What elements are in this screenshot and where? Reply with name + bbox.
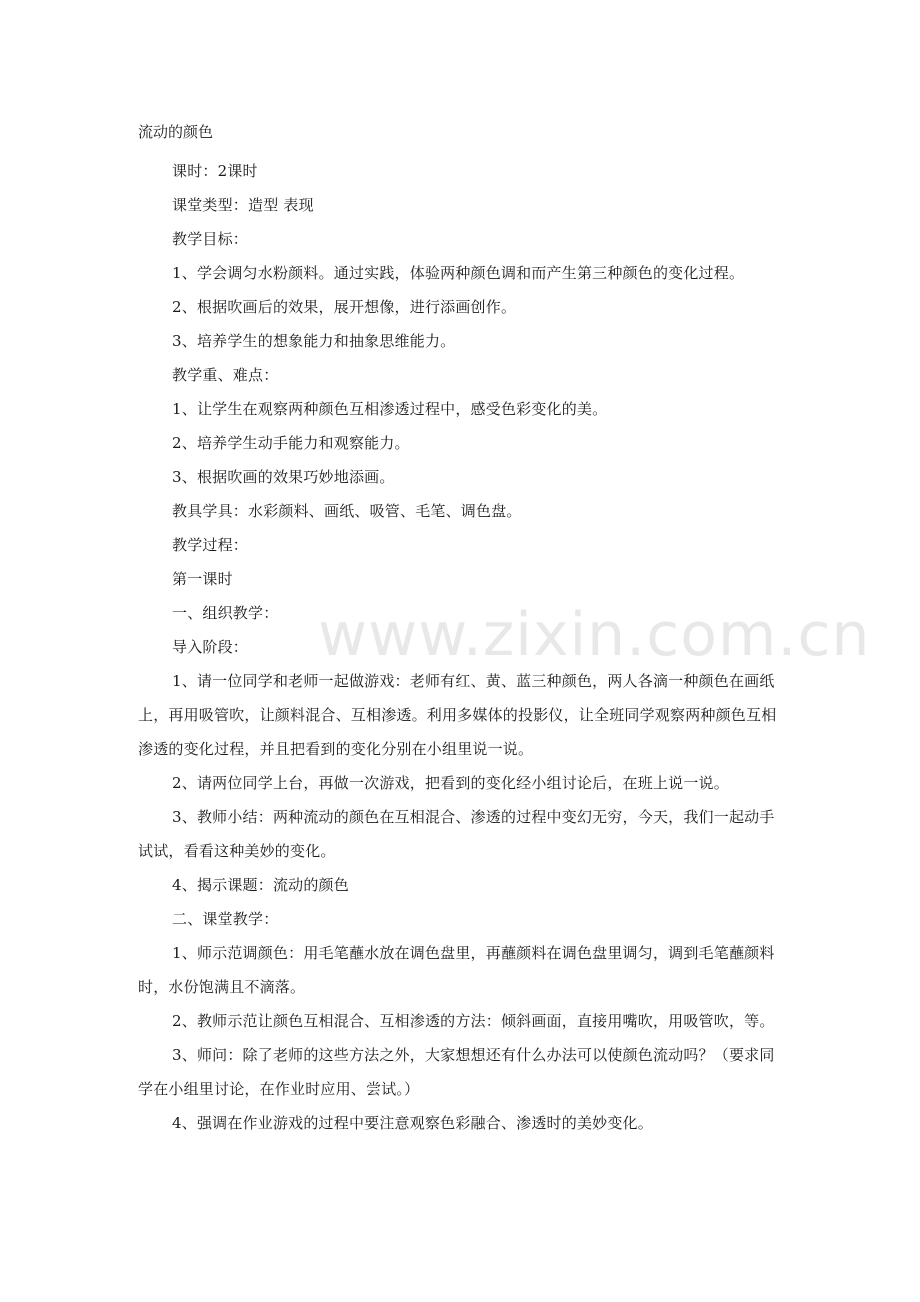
paragraph-teaching-step-3: 3、师问：除了老师的这些方法之外，大家想想还有什么办法可以使颜色流动吗？（要求同学在小组里讨论，在作业时应用、尝试。） bbox=[138, 1046, 775, 1098]
paragraph-teaching-step-1: 1、师示范调颜色：用毛笔蘸水放在调色盘里，再蘸颜料在调色盘里调匀，调到毛笔蘸颜料时，水份饱满且不滴落。 bbox=[138, 944, 775, 996]
paragraph-intro-step-1: 1、请一位同学和老师一起做游戏：老师有红、黄、蓝三种颜色，两人各滴一种颜色在画纸上，再用吸管吹，让颜料混合、互相渗透。利用多媒体的投影仪，让全班同学观察两种颜色互相渗透的变化过程，并且把看到的变化分别在小组里说一说。 bbox=[138, 672, 777, 758]
paragraph-first-lesson: 第一课时 bbox=[172, 570, 233, 588]
paragraph-teaching-step-4: 4、强调在作业游戏的过程中要注意观察色彩融合、渗透时的美妙变化。 bbox=[172, 1114, 653, 1132]
paragraph-goal-2: 2、根据吹画后的效果，展开想像，进行添画创作。 bbox=[172, 298, 517, 316]
paragraph-lesson-type: 课堂类型：造型 表现 bbox=[172, 196, 314, 214]
document-title: 流动的颜色 bbox=[138, 123, 214, 141]
paragraph-key-point-1: 1、让学生在观察两种颜色互相渗透过程中，感受色彩变化的美。 bbox=[172, 400, 608, 418]
paragraph-materials: 教具学具：水彩颜料、画纸、吸管、毛笔、调色盘。 bbox=[172, 502, 522, 520]
paragraph-key-point-2: 2、培养学生动手能力和观察能力。 bbox=[172, 434, 410, 452]
paragraph-teaching-step-2: 2、教师示范让颜色互相混合、互相渗透的方法：倾斜画面，直接用嘴吹，用吸管吹，等。 bbox=[172, 1012, 775, 1030]
paragraph-section-teaching: 二、课堂教学： bbox=[172, 910, 279, 928]
watermark: www.zixin.com.cn bbox=[318, 600, 871, 670]
paragraph-goal-1: 1、学会调匀水粉颜料。通过实践，体验两种颜色调和而产生第三种颜色的变化过程。 bbox=[172, 264, 745, 282]
paragraph-intro-stage: 导入阶段： bbox=[172, 638, 249, 656]
paragraph-section-organize: 一、组织教学： bbox=[172, 604, 279, 622]
paragraph-key-point-3: 3、根据吹画的效果巧妙地添画。 bbox=[172, 468, 395, 486]
paragraph-key-points-heading: 教学重、难点： bbox=[172, 366, 279, 384]
paragraph-intro-step-2: 2、请两位同学上台，再做一次游戏，把看到的变化经小组讨论后，在班上说一说。 bbox=[172, 774, 729, 792]
paragraph-goal-3: 3、培养学生的想象能力和抽象思维能力。 bbox=[172, 332, 456, 350]
paragraph-process-heading: 教学过程： bbox=[172, 536, 249, 554]
document-body bbox=[138, 120, 784, 1140]
paragraph-intro-step-3: 3、教师小结：两种流动的颜色在互相混合、渗透的过程中变幻无穷，今天，我们一起动手试试，看看这种美妙的变化。 bbox=[138, 808, 775, 860]
paragraph-class-hours: 课时：2课时 bbox=[172, 162, 258, 180]
paragraph-intro-step-4: 4、揭示课题：流动的颜色 bbox=[172, 876, 349, 894]
paragraph-goals-heading: 教学目标： bbox=[172, 230, 249, 248]
